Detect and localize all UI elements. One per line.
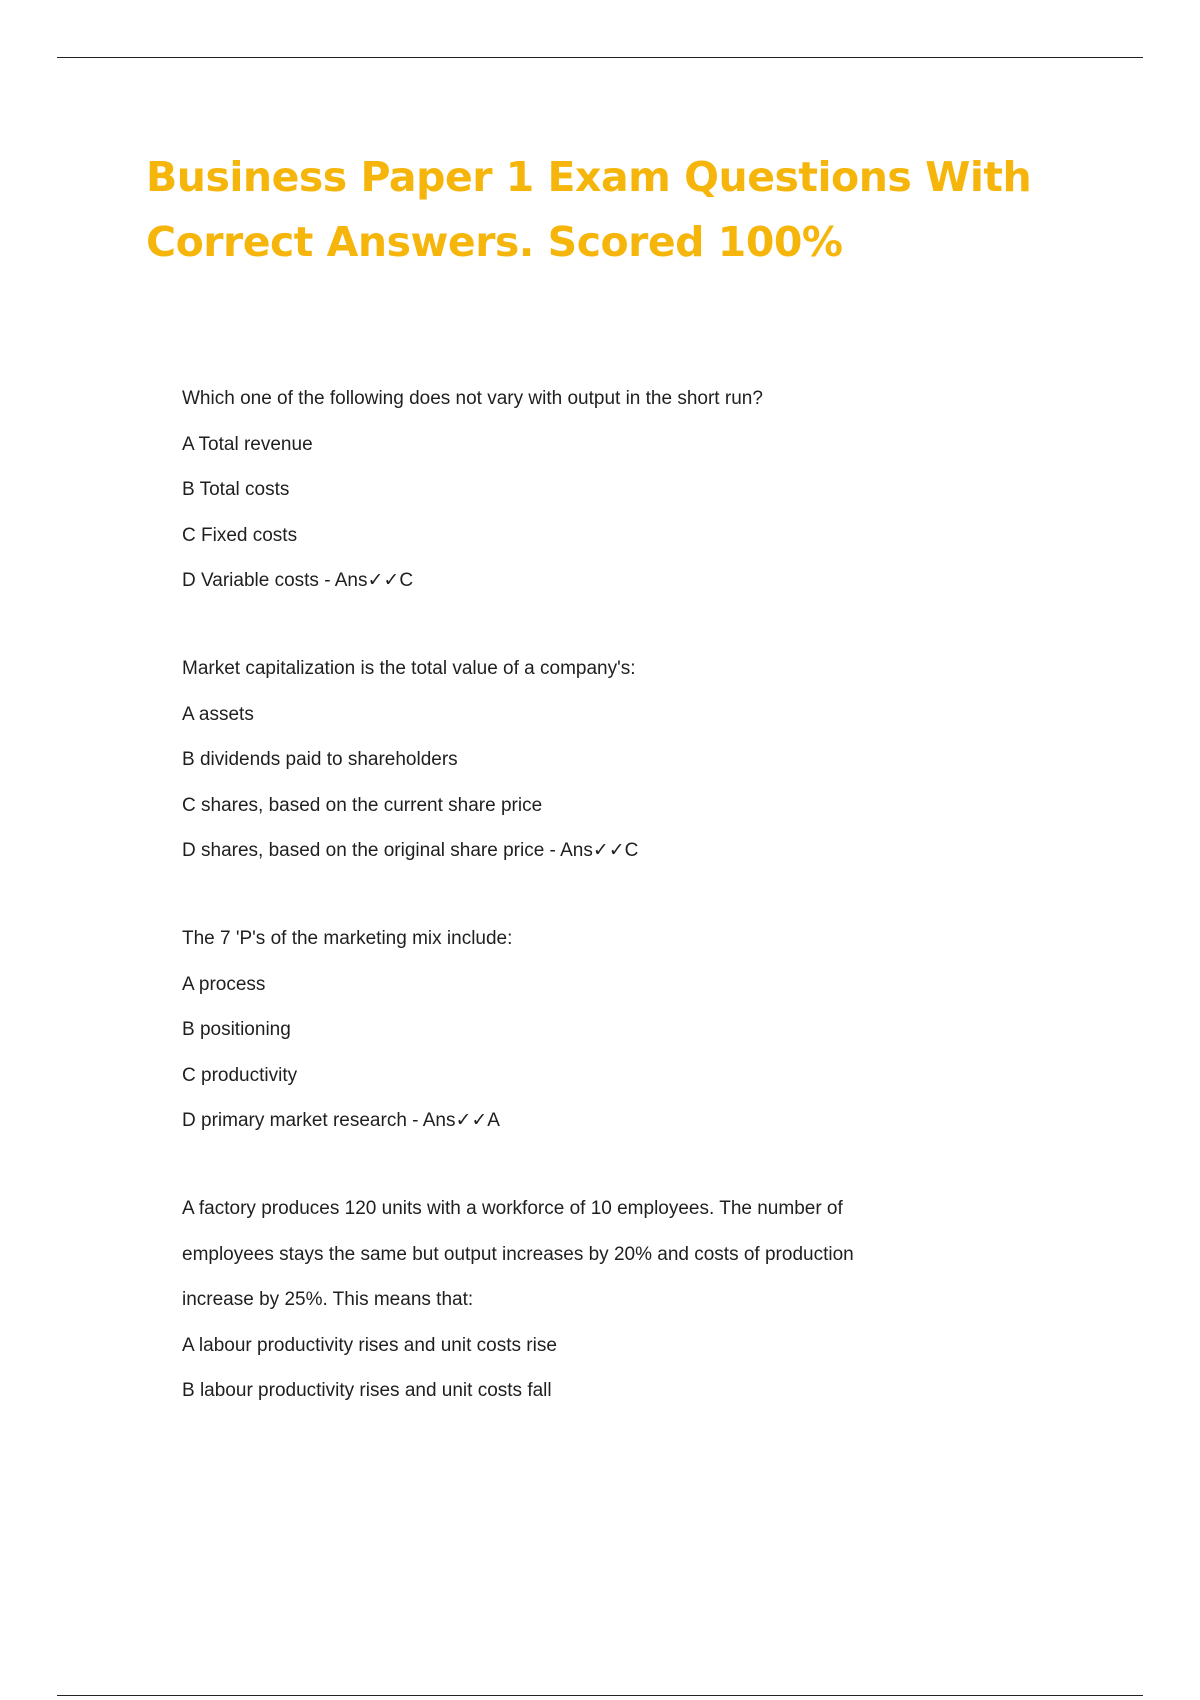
question-list bbox=[182, 376, 982, 1456]
answer-option-c: C shares, based on the current share price bbox=[182, 794, 543, 816]
answer-option-c: C Fixed costs bbox=[182, 524, 298, 546]
answer-option-a: A process bbox=[182, 973, 266, 995]
answer-option-a: A assets bbox=[182, 703, 254, 725]
answer-option-d: D Variable costs - Ans✓✓C bbox=[182, 570, 414, 592]
header-rule bbox=[57, 57, 1143, 58]
question-3 bbox=[182, 916, 982, 1144]
question-stem-line-2: employees stays the same but output increases by 20% and costs of production bbox=[182, 1243, 854, 1265]
answer-option-b: B dividends paid to shareholders bbox=[182, 749, 458, 771]
answer-option-b: B Total costs bbox=[182, 479, 290, 501]
answer-option-b: B labour productivity rises and unit costs fall bbox=[182, 1380, 552, 1402]
answer-option-d: D primary market research - Ans✓✓A bbox=[182, 1110, 500, 1132]
document-title: Business Paper 1 Exam Questions With Correct Answers. Scored 100% bbox=[146, 153, 1032, 266]
question-2 bbox=[182, 646, 982, 874]
answer-option-a: A Total revenue bbox=[182, 433, 313, 455]
footer-rule bbox=[57, 1695, 1143, 1696]
answer-option-c: C productivity bbox=[182, 1064, 298, 1086]
answer-option-b: B positioning bbox=[182, 1019, 291, 1041]
question-stem: Which one of the following does not vary with output in the short run? bbox=[182, 388, 763, 409]
question-stem: The 7 'P's of the marketing mix include: bbox=[182, 927, 513, 949]
question-stem-line-1: A factory produces 120 units with a workforce of 10 employees. The number of bbox=[182, 1197, 843, 1219]
question-4 bbox=[182, 1186, 982, 1414]
question-1 bbox=[182, 376, 982, 604]
answer-option-a: A labour productivity rises and unit costs rise bbox=[182, 1334, 557, 1356]
answer-option-d: D shares, based on the original share price - Ans✓✓C bbox=[182, 840, 639, 862]
question-stem: Market capitalization is the total value of a company's: bbox=[182, 657, 636, 679]
question-stem-line-3: increase by 25%. This means that: bbox=[182, 1289, 474, 1311]
